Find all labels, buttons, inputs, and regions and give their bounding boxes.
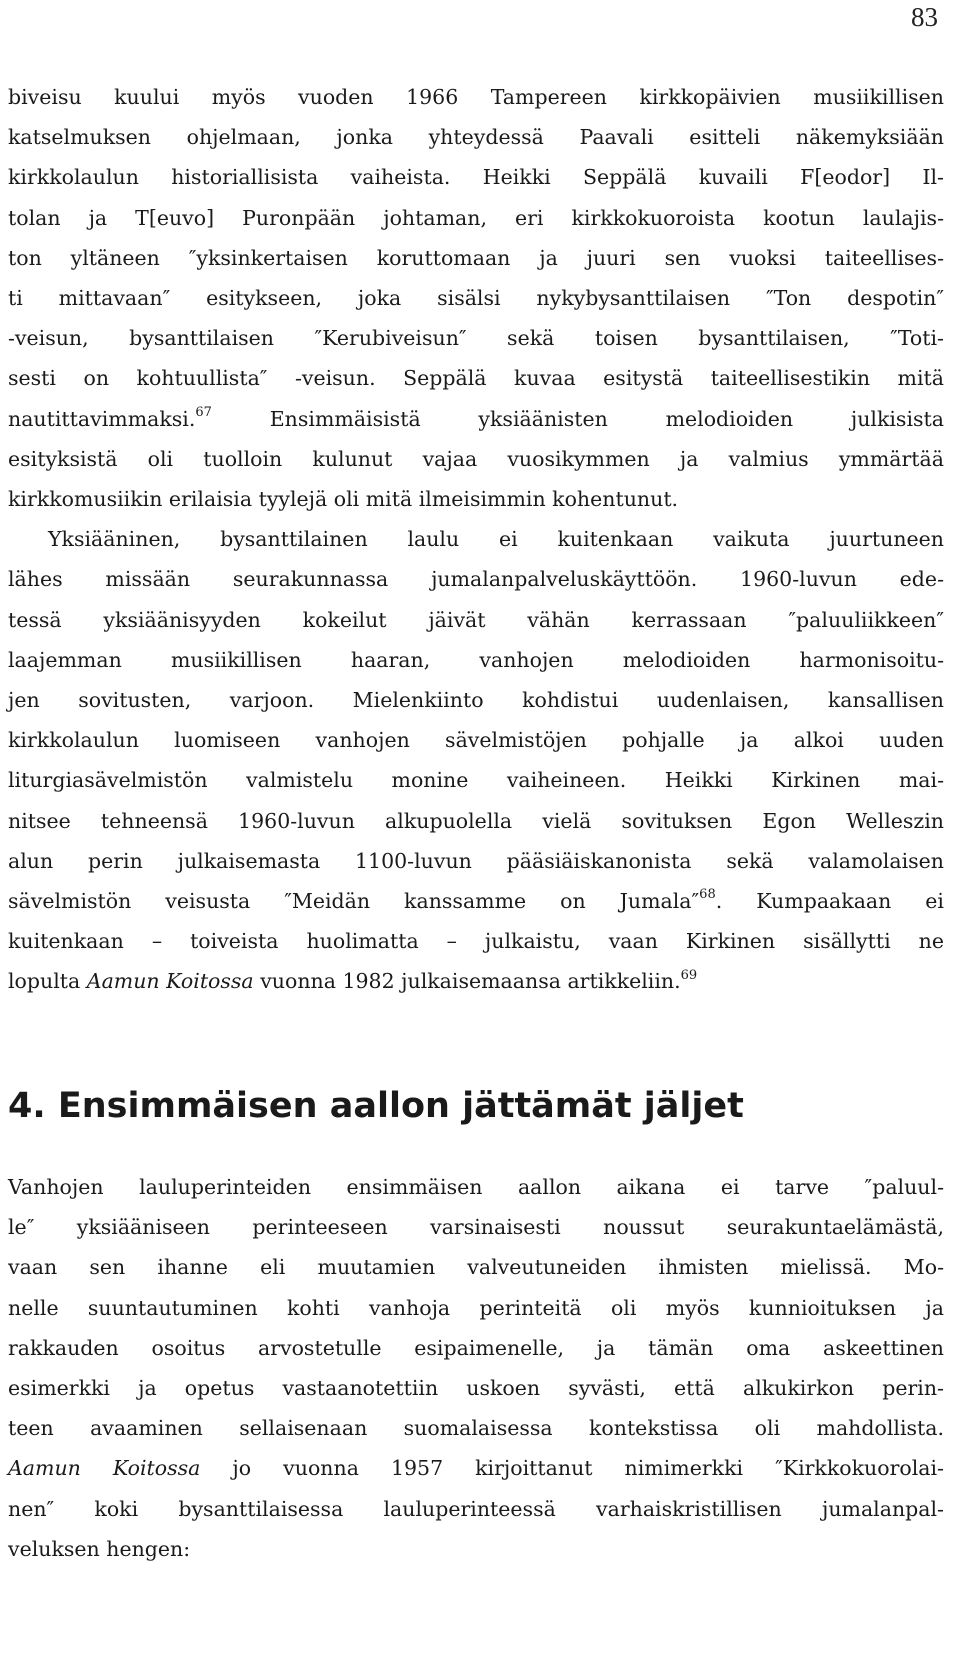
text-line-with-footnote [8, 961, 944, 1001]
text-line: ti mittavaan″ esitykseen, joka sisälsi nykybysanttilaisen ″Ton despotin″ [8, 286, 944, 311]
footnote-ref-67[interactable]: 67 [195, 404, 212, 420]
text-line: -veisun, bysanttilaisen ″Kerubiveisun″ sekä toisen bysanttilaisen, ″Toti- [8, 326, 944, 351]
paragraph-1 [8, 77, 944, 519]
text-line: alun perin julkaisemasta 1100-luvun pääsiäiskanonista sekä valamolaisen [8, 848, 944, 873]
text-fragment: vuonna 1982 julkaisemaansa artikkeliin. [253, 969, 681, 994]
text-line: sesti on kohtuullista″ -veisun. Seppälä kuvaa esitystä taiteellisestikin mitä [8, 366, 944, 391]
section-heading: 4. Ensimmäisen aallon jättämät jäljet [8, 1086, 744, 1126]
text-fragment: . Kumpaakaan ei [715, 889, 944, 914]
paragraph-2 [8, 519, 944, 1001]
text-line: lähes missään seurakunnassa jumalanpalveluskäyttöön. 1960-luvun ede- [8, 567, 944, 592]
italic-title: Aamun Koitossa [8, 1456, 201, 1481]
text-line: laajemman musiikillisen haaran, vanhojen melodioiden harmonisoitu- [8, 647, 944, 672]
section-body-1 [8, 77, 944, 1002]
text-line: veluksen hengen: [8, 1536, 191, 1561]
text-line: kuitenkaan – toiveista huolimatta – julkaistu, vaan Kirkinen sisällytti ne [8, 929, 944, 954]
footnote-ref-69[interactable]: 69 [680, 967, 698, 983]
text-line: vaan sen ihanne eli muutamien valveutuneiden ihmisten mielissä. Mo- [8, 1255, 944, 1280]
text-line: biveisu kuului myös vuoden 1966 Tampereen kirkkopäivien musiikillisen [8, 85, 944, 109]
text-line: rakkauden osoitus arvostetulle esipaimenelle, ja tämän oma askeettinen [8, 1335, 944, 1360]
text-line: katselmuksen ohjelmaan, jonka yhteydessä Paavali esitteli näkemyksiään [8, 125, 944, 150]
text-line-with-italic [8, 1448, 944, 1488]
text-line: Vanhojen lauluperinteiden ensimmäisen aallon aikana ei tarve ″paluul- [8, 1175, 944, 1199]
text-line: ton yltäneen ″yksinkertaisen koruttomaan ja juuri sen vuoksi taiteellises- [8, 245, 944, 270]
text-line: kirkkomusiikin erilaisia tyylejä oli mitä ilmeisimmin kohentunut. [8, 487, 679, 512]
text-line: jen sovitusten, varjoon. Mielenkiinto kohdistui uudenlaisen, kansallisen [8, 688, 944, 713]
page-number: 83 [911, 2, 938, 32]
text-line-with-footnote [8, 881, 944, 921]
footnote-ref-68[interactable]: 68 [699, 887, 716, 903]
text-line: le″ yksiääniseen perinteeseen varsinaisesti noussut seurakuntaelämästä, [8, 1215, 944, 1240]
text-fragment: Ensimmäisistä yksiäänisten melodioiden julkisista [269, 406, 944, 431]
text-line: tolan ja T[euvo] Puronpään johtaman, eri kirkkokuoroista kootun laulajis- [8, 205, 944, 230]
text-line: kirkkolaulun luomiseen vanhojen sävelmistöjen pohjalle ja alkoi uuden [8, 728, 944, 753]
text-line: Yksiääninen, bysanttilainen laulu ei kuitenkaan vaikuta juurtuneen [48, 527, 944, 552]
text-fragment: lopulta [8, 969, 87, 994]
paragraph-3 [8, 1167, 944, 1569]
text-fragment: nautittavimmaksi. [8, 406, 196, 431]
text-line: nitsee tehneensä 1960-luvun alkupuolella vielä sovituksen Egon Welleszin [8, 808, 944, 833]
text-line: teen avaaminen sellaisenaan suomalaisessa kontekstissa oli mahdollista. [8, 1416, 944, 1441]
text-line: liturgiasävelmistön valmistelu monine vaiheineen. Heikki Kirkinen mai- [8, 768, 944, 793]
text-line: kirkkolaulun historiallisista vaiheista. Heikki Seppälä kuvaili F[eodor] Il- [8, 165, 944, 190]
text-line: esimerkki ja opetus vastaanotettiin uskoen syvästi, että alkukirkon perin- [8, 1376, 944, 1401]
text-line-with-footnote [8, 399, 944, 439]
text-line: tessä yksiäänisyyden kokeilut jäivät vähän kerrassaan ″paluuliikkeen″ [8, 607, 944, 632]
text-line: esityksistä oli tuolloin kulunut vajaa vuosikymmen ja valmius ymmärtää [8, 446, 944, 471]
text-line: nelle suuntautuminen kohti vanhoja perinteitä oli myös kunnioituksen ja [8, 1295, 944, 1320]
section-body-2 [8, 1167, 944, 1569]
text-line: nen″ koki bysanttilaisessa lauluperinteessä varhaiskristillisen jumalanpal- [8, 1496, 944, 1521]
italic-title: Aamun Koitossa [86, 969, 254, 994]
text-fragment: jo vuonna 1957 kirjoittanut nimimerkki ″Kirkkokuorolai- [200, 1456, 944, 1481]
text-fragment: sävelmistön veisusta ″Meidän kanssamme on Jumala″ [8, 889, 700, 914]
